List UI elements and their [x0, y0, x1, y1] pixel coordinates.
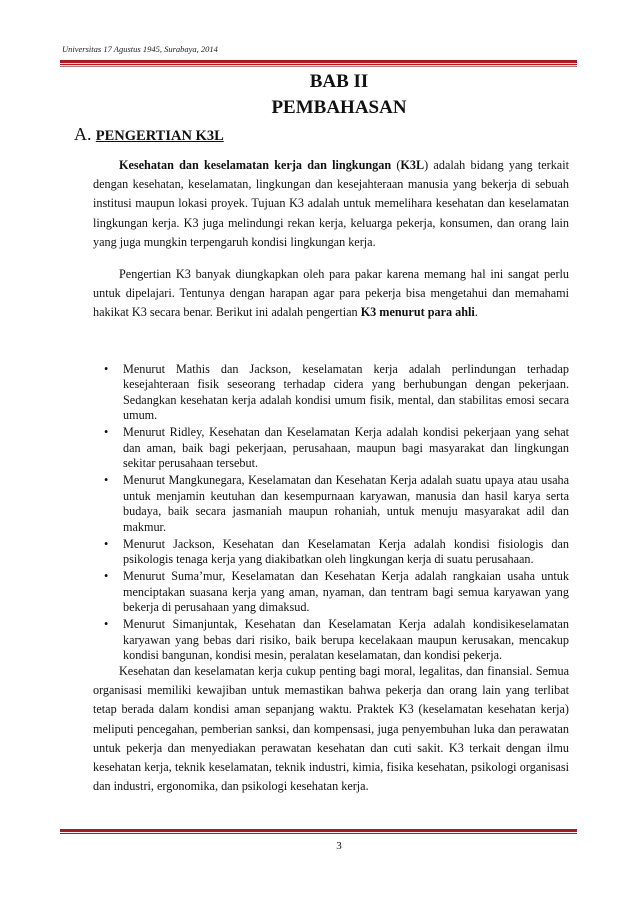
- list-item: • Menurut Suma’mur, Keselamatan dan Kesehatan Kerja adalah rangkaian usaha untuk menciptakan suasana kerja yang aman, nyaman, dan tentram bagi semua karyawan yang bekerja di perusahaan yang dimaksud.: [104, 569, 569, 615]
- paragraph-importance: Kesehatan dan keselamatan kerja cukup penting bagi moral, legalitas, dan finansial. Semua organisasi memiliki kewajiban untuk memastikan bahwa pekerja dan orang lain yang terlibat tetap berada dalam kondisi aman sepanjang waktu. Praktek K3 (keselamatan kesehatan kerja) meliputi pencegahan, pemberian sanksi, dan kompensasi, juga penyembuhan luka dan perawatan untuk pekerja dan menyediakan perawatan kesehatan dan cuti sakit. K3 terkait dengan ilmu kesehatan kerja, teknik keselamatan, teknik industri, kimia, fisika kesehatan, psikologi organisasi dan industri, ergonomika, dan psikologi kesehatan kerja.: [93, 664, 569, 794]
- list-item: • Menurut Mathis dan Jackson, keselamatan kerja adalah perlindungan terhadap kesejahteraan fisik seseorang terhadap cidera yang berhubungan dengan pekerjaan. Sedangkan kesehatan kerja adalah kondisi umum fisik, mental, dan stabilitas emosi secara umum.: [104, 362, 569, 423]
- bullet-icon: •: [104, 425, 109, 440]
- bold-phrase: K3 menurut para ahli: [360, 305, 475, 320]
- list-item: • Menurut Simanjuntak, Kesehatan dan Keselamatan Kerja adalah kondisikeselamatan karyawan yang bebas dari risiko, baik berupa kecelakaan maupun kerusakan, mencakup kondisi bangunan, kondisi mesin, peralatan keselamatan, dan kondisi pekerja.: [104, 617, 569, 663]
- chapter-number: BAB II: [309, 71, 369, 92]
- paragraph-intro-experts: Pengertian K3 banyak diungkapkan oleh para pakar karena memang hal ini sangat perlu untuk dipelajari. Tentunya dengan harapan agar para pekerja bisa mengetahui dan memahami hakikat K3 secara benar. Berikut ini adalah pengertian K3 menurut para ahli.: [93, 267, 569, 320]
- section-title: PENGERTIAN K3L: [95, 128, 224, 144]
- bullet-icon: •: [104, 536, 109, 551]
- bullet-icon: •: [104, 569, 109, 584]
- abbreviation: K3L: [400, 158, 425, 172]
- list-item: • Menurut Ridley, Kesehatan dan Keselamatan Kerja adalah kondisi pekerjaan yang sehat dan aman, baik bagi pekerjaan, perusahaan, maupun bagi masyarakat dan lingkungan sekitar perusahaan tersebut.: [104, 425, 569, 471]
- bullet-icon: •: [104, 617, 109, 632]
- section-heading: [74, 124, 224, 145]
- bullet-icon: •: [104, 362, 109, 376]
- list-item: • Menurut Jackson, Kesehatan dan Keselamatan Kerja adalah kondisi fisiologis dan psikologis tenaga kerja yang diakibatkan oleh lingkungan kerja di suatu perusahaan.: [104, 536, 569, 567]
- chapter-title: PEMBAHASAN: [271, 97, 407, 118]
- running-header: Universitas 17 Agustus 1945, Surabaya, 2014: [62, 44, 218, 54]
- footer-rule: [60, 829, 577, 834]
- paragraph-definition: Kesehatan dan keselamatan kerja dan lingkungan (K3L) adalah bidang yang terkait dengan kesehatan, keselamatan, lingkungan dan kesejahteraan manusia yang bekerja di sebuah institusi maupun lokasi proyek. Tujuan K3 adalah untuk memelihara kesehatan dan keselamatan lingkungan kerja. K3 juga melindungi rekan kerja, keluarga pekerja, konsumen, dan orang lain yang juga mungkin terpengaruh kondisi lingkungan kerja.: [93, 158, 569, 249]
- expert-definitions-list: [93, 362, 569, 666]
- list-item: • Menurut Mangkunegara, Keselamatan dan Kesehatan Kerja adalah suatu upaya atau usaha untuk menjamin keutuhan dan kesempurnaan karyawan, manusia dan hasil karya serta budaya, baik secara jasmaniah maupun rohaniah, untuk menuju masyarakat adil dan makmur.: [104, 473, 569, 534]
- bullet-icon: •: [104, 473, 109, 488]
- page-number: 3: [336, 840, 342, 852]
- section-letter: A.: [74, 124, 92, 144]
- header-rule: [60, 60, 577, 67]
- bold-term: Kesehatan dan keselamatan kerja dan lingkungan: [119, 158, 392, 172]
